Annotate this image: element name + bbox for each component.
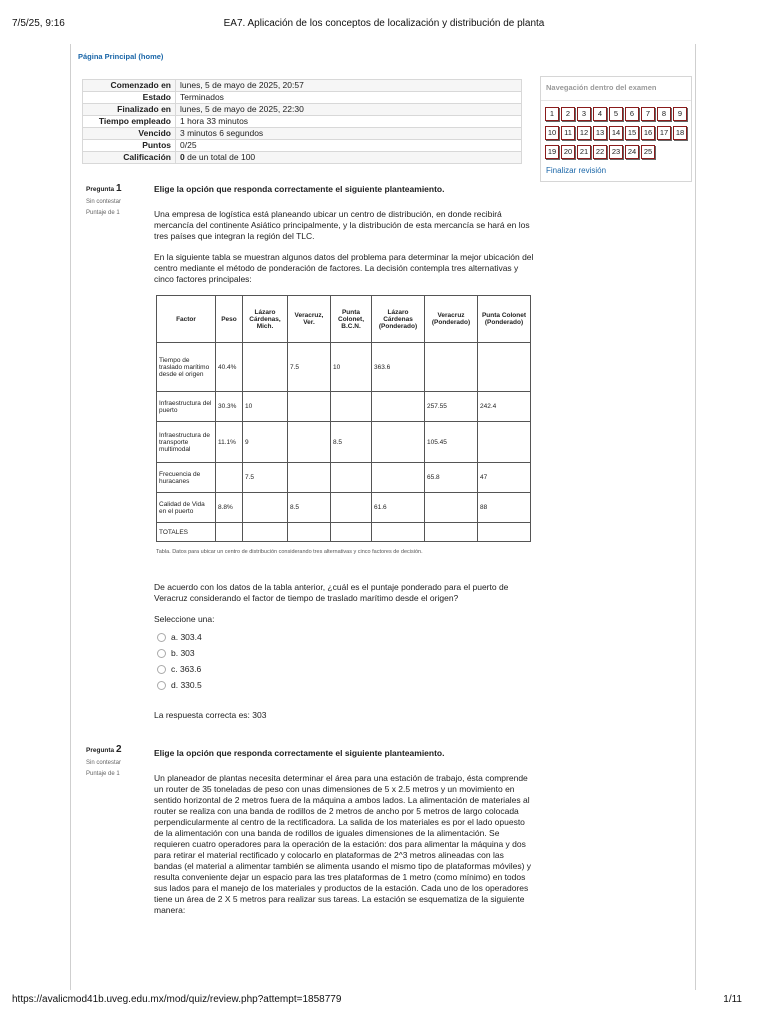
- print-page-number: 1/11: [723, 994, 742, 1005]
- summary-label: Estado: [83, 92, 176, 104]
- table-cell: Frecuencia de huracanes: [157, 463, 216, 493]
- question-nav-button[interactable]: 8: [657, 107, 671, 121]
- table-cell: 8.5: [288, 493, 331, 523]
- table-row: [157, 422, 531, 463]
- print-url: https://avalicmod41b.uveg.edu.mx/mod/quiz/review.php?attempt=1858779: [12, 994, 342, 1005]
- question-nav-button[interactable]: 9: [673, 107, 687, 121]
- summary-label: Finalizado en: [83, 104, 176, 116]
- summary-row: [83, 128, 522, 140]
- question-nav-button[interactable]: 13: [593, 126, 607, 140]
- question-number: 1: [115, 183, 122, 194]
- attempt-summary-table: [82, 79, 522, 164]
- summary-label: Puntos: [83, 140, 176, 152]
- question-1-paragraph-1: Una empresa de logística está planeando ubicar un centro de distribución, en donde recibirá mercancía del continente Asiático principalmente, y la distribución de esta mercancía se hará en los tres países que integran la región del TLC.: [154, 209, 530, 241]
- question-label-text: Pregunta: [86, 186, 115, 193]
- summary-label: Comenzado en: [83, 80, 176, 92]
- question-2-instruction: Elige la opción que responda correctamente el siguiente planteamiento.: [154, 748, 445, 758]
- question-nav-button[interactable]: 5: [609, 107, 623, 121]
- table-cell: 47: [478, 463, 531, 493]
- question-2-mark: Puntaje de 1: [86, 771, 120, 777]
- answer-options: [157, 629, 202, 693]
- breadcrumb-home-link[interactable]: Página Principal (home): [78, 52, 164, 61]
- question-nav-button[interactable]: 12: [577, 126, 591, 140]
- table-cell: [372, 392, 425, 422]
- radio-button[interactable]: [157, 633, 166, 642]
- question-1-text: [154, 184, 534, 295]
- summary-value: 3 minutos 6 segundos: [176, 128, 522, 140]
- answer-option-label: c. 363.6: [171, 664, 202, 674]
- summary-label: Calificación: [83, 152, 176, 164]
- table-cell: 11.1%: [216, 422, 243, 463]
- table-cell: [372, 463, 425, 493]
- table-cell: [331, 463, 372, 493]
- answer-option[interactable]: [157, 629, 202, 645]
- summary-label: Tiempo empleado: [83, 116, 176, 128]
- grade-total: de un total de 100: [184, 152, 256, 162]
- answer-option-label: b. 303: [171, 648, 195, 658]
- table-header-cell: Punta Colonet, B.C.N.: [331, 296, 372, 343]
- summary-value: lunes, 5 de mayo de 2025, 20:57: [176, 80, 522, 92]
- question-button-grid: [541, 101, 691, 168]
- table-cell: Infraestructura de transporte multimodal: [157, 422, 216, 463]
- question-nav-button[interactable]: 21: [577, 145, 591, 159]
- table-cell: [478, 422, 531, 463]
- table-cell: [288, 523, 331, 542]
- table-cell: 88: [478, 493, 531, 523]
- factor-weighting-table: [156, 295, 531, 542]
- question-1-paragraph-2: En la siguiente tabla se muestran algunos datos del problema para determinar la mejor ubicación del centro mediante el método de ponderación de factores. La decisión contempla tres alternativas y cinco factores principales:: [154, 252, 534, 284]
- question-1-info: [86, 183, 122, 216]
- page-frame-left: [70, 44, 71, 990]
- summary-row: [83, 80, 522, 92]
- table-cell: [288, 463, 331, 493]
- correct-answer-feedback: La respuesta correcta es: 303: [154, 710, 267, 720]
- quiz-navigation-title: Navegación dentro del examen: [541, 77, 691, 101]
- question-nav-button[interactable]: 25: [641, 145, 655, 159]
- nav-button-row: [545, 126, 688, 140]
- summary-label: Vencido: [83, 128, 176, 140]
- question-nav-button[interactable]: 6: [625, 107, 639, 121]
- table-cell: [331, 523, 372, 542]
- table-caption: Tabla. Datos para ubicar un centro de distribución considerando tres alternativas y cinco factores de decisión.: [156, 549, 423, 555]
- table-cell: 40.4%: [216, 343, 243, 392]
- table-cell: TOTALES: [157, 523, 216, 542]
- table-cell: [425, 493, 478, 523]
- table-cell: [478, 523, 531, 542]
- table-cell: [478, 343, 531, 392]
- table-row: [157, 392, 531, 422]
- table-cell: 10: [243, 392, 288, 422]
- answer-option[interactable]: [157, 645, 202, 661]
- table-cell: Calidad de Vida en el puerto: [157, 493, 216, 523]
- question-nav-button[interactable]: 10: [545, 126, 559, 140]
- table-header-cell: Peso: [216, 296, 243, 343]
- table-cell: [288, 392, 331, 422]
- table-row: [157, 343, 531, 392]
- summary-row: [83, 152, 522, 164]
- table-header-cell: Lázaro Cárdenas, Mich.: [243, 296, 288, 343]
- question-nav-button[interactable]: 17: [657, 126, 671, 140]
- table-cell: 9: [243, 422, 288, 463]
- question-nav-button[interactable]: 22: [593, 145, 607, 159]
- question-nav-button[interactable]: 1: [545, 107, 559, 121]
- nav-button-row: [545, 145, 688, 159]
- summary-row: [83, 104, 522, 116]
- question-nav-button[interactable]: 14: [609, 126, 623, 140]
- question-1-status: Sin contestar: [86, 199, 122, 205]
- question-2-label: [86, 744, 122, 755]
- question-1-prompt: De acuerdo con los datos de la tabla anterior, ¿cuál es el puntaje ponderado para el puerto de Veracruz considerando el factor de tiempo de traslado marítimo desde el origen?: [154, 582, 509, 603]
- grade-value: 0: [180, 152, 185, 162]
- question-nav-button[interactable]: 3: [577, 107, 591, 121]
- question-nav-button[interactable]: 4: [593, 107, 607, 121]
- question-nav-button[interactable]: 24: [625, 145, 639, 159]
- question-label-text: Pregunta: [86, 747, 115, 754]
- table-header-cell: Factor: [157, 296, 216, 343]
- table-cell: 257.55: [425, 392, 478, 422]
- summary-value: lunes, 5 de mayo de 2025, 22:30: [176, 104, 522, 116]
- table-cell: 105.45: [425, 422, 478, 463]
- question-nav-button[interactable]: 7: [641, 107, 655, 121]
- answer-option-label: a. 303.4: [171, 632, 202, 642]
- radio-button[interactable]: [157, 681, 166, 690]
- finish-review-link[interactable]: Finalizar revisión: [546, 166, 607, 175]
- question-nav-button[interactable]: 15: [625, 126, 639, 140]
- question-2-paragraph-1: Un planeador de plantas necesita determinar el área para una estación de trabajo, ésta comprende un router de 35 toneladas de peso con unas dimensiones de 5 x 2.5 metros y un movimiento en sentido horizontal de 2 metros fuera de la máquina a ambos lados. La alimentación de materiales al router se realiza con una banda de rodillos de 2 metros de ancho por 5 metros de largo colocada perpendicularmente al centro de la rectificadora. La salida de los materiales es por el lado opuesto de la alimentación con una banda de rodillos de iguales dimensiones de la alimentación. Se requieren cuatro operadores para la operación de la estación: dos para alimentar la máquina y dos para retirar el material rectificado y colocarlo en plataformas de 2^3 metros alineadas con las bandas (el material a alimentar también se alimenta usando el mismo tipo de plataformas móviles) y resulta conveniente dejar un espacio para las tres plataformas de 1 metro (como mínimo) en todos sus lados para el manejo de los materiales y productos de la estación. Cada uno de los operadores tiene un área de 2 X 5 metros para realizar sus tareas. La estación se esquematiza de la siguiente manera:: [154, 773, 532, 915]
- table-header-cell: Veracruz, Ver.: [288, 296, 331, 343]
- question-number: 2: [115, 744, 122, 755]
- table-cell: 30.3%: [216, 392, 243, 422]
- question-nav-button[interactable]: 23: [609, 145, 623, 159]
- table-cell: [216, 523, 243, 542]
- table-cell: 7.5: [288, 343, 331, 392]
- table-cell: [331, 392, 372, 422]
- table-row: [157, 523, 531, 542]
- answer-option[interactable]: [157, 661, 202, 677]
- table-cell: 8.5: [331, 422, 372, 463]
- answer-option[interactable]: [157, 677, 202, 693]
- table-cell: [372, 523, 425, 542]
- question-nav-button[interactable]: 16: [641, 126, 655, 140]
- summary-value: 0/25: [176, 140, 522, 152]
- table-cell: [425, 523, 478, 542]
- summary-row: [83, 92, 522, 104]
- radio-button[interactable]: [157, 665, 166, 674]
- table-cell: [243, 493, 288, 523]
- table-cell: [425, 343, 478, 392]
- quiz-navigation-block: [540, 76, 692, 182]
- summary-value: Terminados: [176, 92, 522, 104]
- summary-value: 1 hora 33 minutos: [176, 116, 522, 128]
- nav-button-row: [545, 107, 688, 121]
- select-one-label: Seleccione una:: [154, 614, 215, 624]
- table-cell: [216, 463, 243, 493]
- table-header-cell: Lázaro Cárdenas (Ponderado): [372, 296, 425, 343]
- summary-row: [83, 116, 522, 128]
- table-cell: 363.6: [372, 343, 425, 392]
- table-cell: 8.8%: [216, 493, 243, 523]
- summary-row: [83, 140, 522, 152]
- table-cell: 10: [331, 343, 372, 392]
- question-1-mark: Puntaje de 1: [86, 210, 120, 216]
- table-cell: Infraestructura del puerto: [157, 392, 216, 422]
- question-nav-button[interactable]: 20: [561, 145, 575, 159]
- answer-option-label: d. 330.5: [171, 680, 202, 690]
- question-nav-button[interactable]: 11: [561, 126, 575, 140]
- summary-value: [176, 152, 522, 164]
- question-1-label: [86, 183, 122, 194]
- table-cell: 242.4: [478, 392, 531, 422]
- table-cell: [372, 422, 425, 463]
- radio-button[interactable]: [157, 649, 166, 658]
- table-cell: [331, 493, 372, 523]
- table-row: [157, 493, 531, 523]
- table-cell: [243, 343, 288, 392]
- print-datetime: 7/5/25, 9:16: [12, 18, 65, 29]
- question-nav-button[interactable]: 2: [561, 107, 575, 121]
- table-cell: 65.8: [425, 463, 478, 493]
- question-1-prompt-block: [154, 582, 534, 625]
- print-title: EA7. Aplicación de los conceptos de localización y distribución de planta: [223, 18, 545, 29]
- table-header-cell: Punta Colonet (Ponderado): [478, 296, 531, 343]
- page-frame-right: [695, 44, 696, 990]
- table-cell: [288, 422, 331, 463]
- question-2-status: Sin contestar: [86, 760, 122, 766]
- table-cell: 7.5: [243, 463, 288, 493]
- table-row: [157, 463, 531, 493]
- table-cell: 61.6: [372, 493, 425, 523]
- table-cell: [243, 523, 288, 542]
- question-nav-button[interactable]: 18: [673, 126, 687, 140]
- question-nav-button[interactable]: 19: [545, 145, 559, 159]
- question-2-text: [154, 748, 534, 926]
- question-1-instruction: Elige la opción que responda correctamente el siguiente planteamiento.: [154, 184, 445, 194]
- table-cell: Tiempo de traslado marítimo desde el origen: [157, 343, 216, 392]
- question-2-info: [86, 744, 122, 777]
- table-header-cell: Veracruz (Ponderado): [425, 296, 478, 343]
